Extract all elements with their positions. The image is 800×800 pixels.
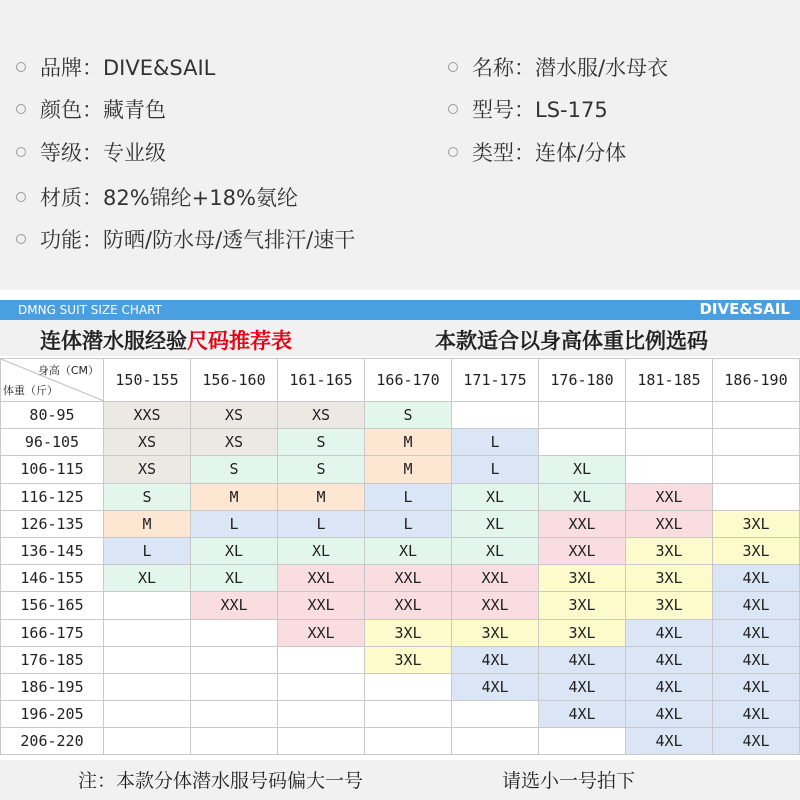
weight-row-header: 206-220 [1, 728, 104, 755]
height-column-header: 176-180 [539, 359, 626, 402]
size-table [0, 358, 800, 755]
size-cell: M [365, 429, 452, 456]
weight-axis-label: 体重（斤） [3, 384, 58, 397]
corner-header [1, 359, 104, 402]
size-cell: XXL [452, 565, 539, 592]
size-cell: XXL [626, 483, 713, 510]
spec-color: 颜色：藏青色 [16, 94, 166, 124]
size-cell: 3XL [539, 565, 626, 592]
bullet-icon [16, 234, 26, 244]
chart-title: 连体潜水服经验尺码推荐表 [40, 328, 292, 353]
size-cell [626, 456, 713, 483]
chart-title-highlight: 尺码推荐表 [187, 328, 292, 353]
size-cell: XL [191, 565, 278, 592]
size-cell [278, 673, 365, 700]
bullet-icon [448, 104, 458, 114]
size-cell: XL [452, 510, 539, 537]
size-cell [365, 673, 452, 700]
size-cell: XS [278, 402, 365, 429]
spec-material: 材质：82%锦纶+18%氨纶 [16, 182, 298, 212]
size-cell: 4XL [626, 701, 713, 728]
size-cell: XL [539, 483, 626, 510]
weight-row-header: 166-175 [1, 619, 104, 646]
size-cell: 4XL [539, 646, 626, 673]
size-cell: 3XL [539, 592, 626, 619]
weight-row-header: 146-155 [1, 565, 104, 592]
size-cell [278, 646, 365, 673]
size-cell [539, 728, 626, 755]
size-cell: L [278, 510, 365, 537]
height-column-header: 161-165 [278, 359, 365, 402]
size-cell: 3XL [626, 592, 713, 619]
size-cell [626, 402, 713, 429]
size-cell: XL [104, 565, 191, 592]
table-row [1, 592, 800, 619]
table-row [1, 728, 800, 755]
bullet-icon [16, 62, 26, 72]
size-chart-banner [0, 300, 800, 320]
spec-type: 类型：连体/分体 [448, 137, 626, 167]
size-cell [365, 728, 452, 755]
size-cell: XXL [278, 592, 365, 619]
chart-subtitle: 本款适合以身高体重比例选码 [435, 328, 708, 353]
footer-note-bar [0, 760, 800, 800]
banner-left-label: DMNG SUIT SIZE CHART [18, 303, 162, 317]
weight-row-header: 186-195 [1, 673, 104, 700]
size-cell: 4XL [626, 728, 713, 755]
size-cell: 3XL [365, 646, 452, 673]
bullet-icon [448, 147, 458, 157]
size-cell: S [365, 402, 452, 429]
size-cell: 3XL [713, 510, 800, 537]
bullet-icon [16, 192, 26, 202]
size-chart-title-row [0, 320, 800, 356]
size-cell [539, 402, 626, 429]
table-row [1, 402, 800, 429]
size-cell: 4XL [626, 673, 713, 700]
size-cell: M [365, 456, 452, 483]
size-cell: XL [539, 456, 626, 483]
size-cell: 4XL [713, 701, 800, 728]
height-axis-label: 身高（CM） [37, 364, 99, 377]
weight-row-header: 126-135 [1, 510, 104, 537]
size-cell: XXL [539, 510, 626, 537]
spec-function: 功能：防晒/防水母/透气排汗/速干 [16, 224, 355, 254]
size-cell: 3XL [626, 537, 713, 564]
table-row [1, 456, 800, 483]
size-cell [104, 592, 191, 619]
size-cell [104, 673, 191, 700]
table-row [1, 510, 800, 537]
size-cell: 3XL [452, 619, 539, 646]
size-cell [104, 728, 191, 755]
height-column-header: 171-175 [452, 359, 539, 402]
size-cell [365, 701, 452, 728]
size-cell: XL [365, 537, 452, 564]
bullet-icon [16, 147, 26, 157]
height-column-header: 166-170 [365, 359, 452, 402]
height-column-header: 186-190 [713, 359, 800, 402]
bullet-icon [16, 104, 26, 114]
size-cell: XS [104, 456, 191, 483]
size-cell [713, 402, 800, 429]
size-cell: 4XL [713, 728, 800, 755]
size-cell: S [104, 483, 191, 510]
size-cell: 4XL [713, 592, 800, 619]
size-cell: XXL [365, 592, 452, 619]
size-cell [191, 728, 278, 755]
weight-row-header: 196-205 [1, 701, 104, 728]
footer-tip: 请选小一号拍下 [502, 770, 636, 792]
height-column-header: 156-160 [191, 359, 278, 402]
size-cell: XL [278, 537, 365, 564]
size-cell: L [452, 429, 539, 456]
size-cell [713, 429, 800, 456]
spec-name: 名称：潜水服/水母衣 [448, 52, 668, 82]
size-cell: 3XL [626, 565, 713, 592]
table-row [1, 565, 800, 592]
size-cell [713, 456, 800, 483]
size-cell [539, 429, 626, 456]
table-row [1, 646, 800, 673]
size-cell [191, 701, 278, 728]
size-cell: 4XL [539, 673, 626, 700]
size-cell: XXL [452, 592, 539, 619]
size-cell [452, 728, 539, 755]
size-cell [713, 483, 800, 510]
size-cell: XXL [365, 565, 452, 592]
size-cell [104, 701, 191, 728]
size-cell [452, 402, 539, 429]
size-cell: 4XL [713, 565, 800, 592]
height-column-header: 181-185 [626, 359, 713, 402]
table-row [1, 619, 800, 646]
size-cell: XS [191, 402, 278, 429]
table-row [1, 537, 800, 564]
size-cell: XS [191, 429, 278, 456]
size-cell: S [278, 456, 365, 483]
size-cell: 3XL [365, 619, 452, 646]
size-cell: M [278, 483, 365, 510]
size-cell: M [191, 483, 278, 510]
weight-row-header: 176-185 [1, 646, 104, 673]
size-cell: L [191, 510, 278, 537]
banner-brand: DIVE&SAIL [699, 300, 790, 318]
table-row [1, 483, 800, 510]
size-cell: 4XL [626, 646, 713, 673]
size-cell: S [191, 456, 278, 483]
size-cell: S [278, 429, 365, 456]
size-cell [191, 646, 278, 673]
size-cell: L [104, 537, 191, 564]
size-cell: M [104, 510, 191, 537]
size-cell: XXS [104, 402, 191, 429]
size-cell [104, 646, 191, 673]
size-cell: 4XL [626, 619, 713, 646]
size-cell: XL [191, 537, 278, 564]
spec-brand: 品牌：DIVE&SAIL [16, 52, 215, 82]
size-cell [278, 701, 365, 728]
size-cell [191, 673, 278, 700]
weight-row-header: 136-145 [1, 537, 104, 564]
size-cell: 4XL [713, 673, 800, 700]
weight-row-header: 116-125 [1, 483, 104, 510]
table-row [1, 673, 800, 700]
size-cell: L [452, 456, 539, 483]
spec-model: 型号：LS-175 [448, 94, 608, 124]
weight-row-header: 80-95 [1, 402, 104, 429]
size-cell: 3XL [713, 537, 800, 564]
size-cell [104, 619, 191, 646]
size-cell: 4XL [452, 673, 539, 700]
bullet-icon [448, 62, 458, 72]
size-cell: 4XL [713, 646, 800, 673]
size-cell: XXL [626, 510, 713, 537]
size-cell: XL [452, 537, 539, 564]
size-cell: 4XL [713, 619, 800, 646]
table-row [1, 429, 800, 456]
weight-row-header: 96-105 [1, 429, 104, 456]
table-row [1, 701, 800, 728]
footer-note: 注：本款分体潜水服号码偏大一号 [78, 770, 364, 792]
size-cell [191, 619, 278, 646]
size-cell: 3XL [539, 619, 626, 646]
spec-grade: 等级：专业级 [16, 137, 166, 167]
height-column-header: 150-155 [104, 359, 191, 402]
size-cell: XL [452, 483, 539, 510]
weight-row-header: 106-115 [1, 456, 104, 483]
size-cell: XXL [278, 619, 365, 646]
size-cell [278, 728, 365, 755]
size-cell: XS [104, 429, 191, 456]
size-cell [452, 701, 539, 728]
size-cell: XXL [278, 565, 365, 592]
size-cell: L [365, 510, 452, 537]
size-cell: L [365, 483, 452, 510]
table-header-row [1, 359, 800, 402]
size-cell: XXL [539, 537, 626, 564]
weight-row-header: 156-165 [1, 592, 104, 619]
size-cell: XXL [191, 592, 278, 619]
size-cell [626, 429, 713, 456]
size-cell: 4XL [452, 646, 539, 673]
size-cell: 4XL [539, 701, 626, 728]
